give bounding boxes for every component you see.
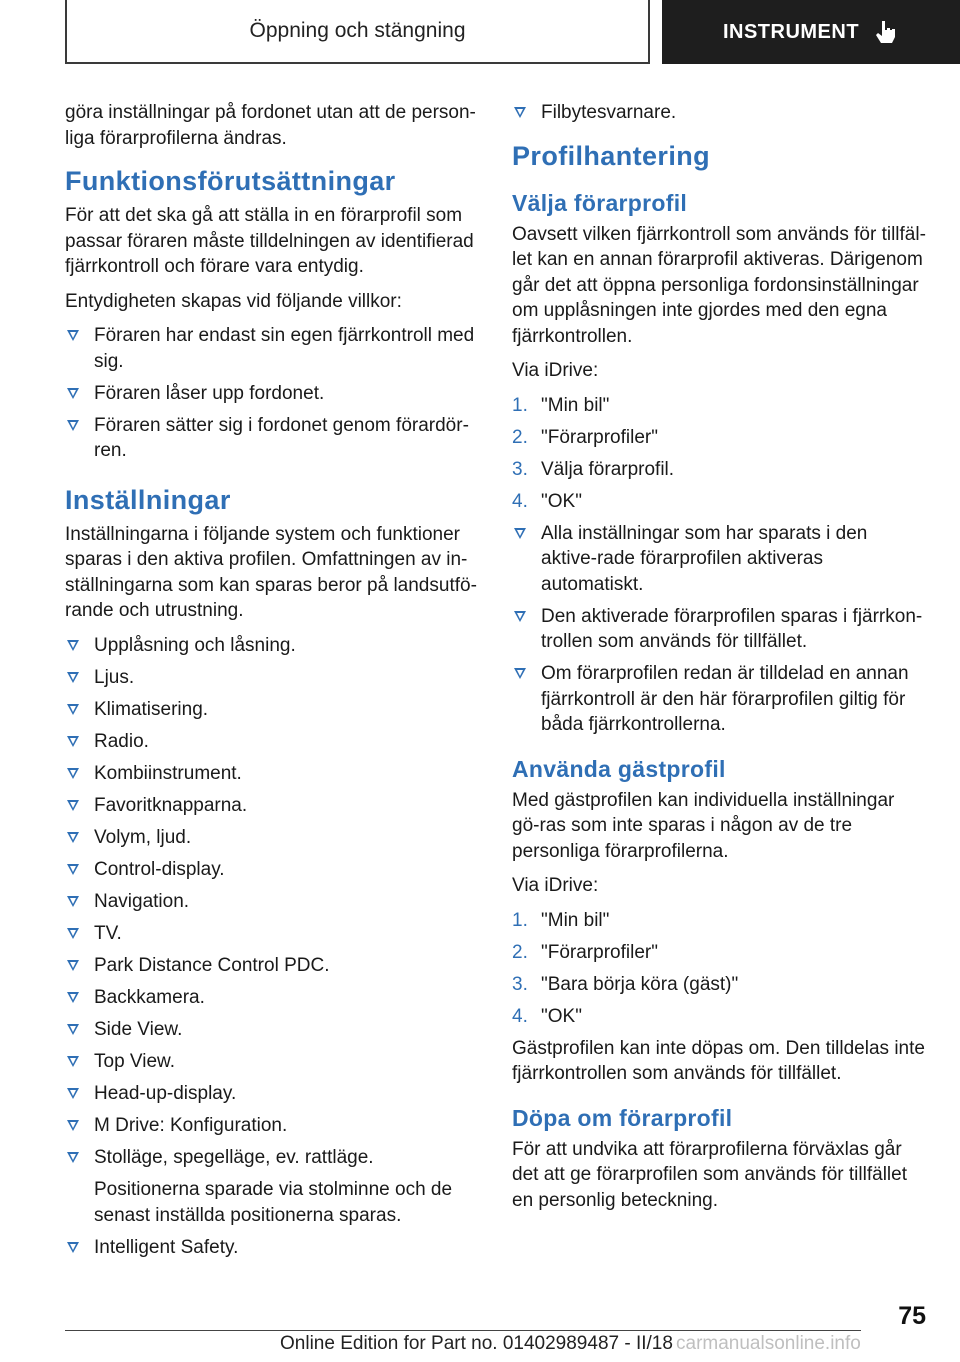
list-item: Stolläge, spegelläge, ev. rattläge. Positionerna sparade via stolminne och de senast inställda positionerna sparas. [65,1145,485,1229]
list-item: Kombiinstrument. [65,761,485,787]
list-item: Föraren har endast sin egen fjärrkontroll med sig. [65,323,485,374]
triangle-bullet-icon [514,107,526,118]
list-item: 2. "Förarprofiler" [512,426,658,448]
list-item: 2. "Förarprofiler" [512,941,658,963]
triangle-bullet-icon [67,736,79,747]
list-item: Klimatisering. [65,697,485,723]
right-column [512,100,926,1222]
triangle-bullet-icon [67,864,79,875]
continued-list [512,100,926,126]
heading-functional-requirements: Funktionsförutsättningar [65,166,396,196]
triangle-bullet-icon [67,1152,79,1163]
triangle-bullet-icon [67,672,79,683]
triangle-bullet-icon [67,1088,79,1099]
list-item: 4. "OK" [512,490,582,512]
heading-select-profile: Välja förarprofil [512,189,688,216]
chapter-tab-label: INSTRUMENT [722,20,860,43]
select-paragraph: Oavsett vilken fjärrkontroll som används för tillfäl-let kan en annan förarprofil aktiveras. Därigenom går det att öppna personliga fordonsinställningar om upplåsningen inte gjordes med den egna fjärrkontrollen. [512,223,926,347]
list-item: TV. [65,921,485,947]
list-item: Control-display. [65,857,485,883]
func-paragraph-1: För att det ska gå att ställa in en förarprofil som passar föraren måste tilldelningen av identifierad fjärrkontroll och förare vara entydig. [65,205,474,277]
list-item: 4. "OK" [512,1005,582,1027]
triangle-bullet-icon [67,1242,79,1253]
triangle-bullet-icon [514,528,526,539]
settings-list [65,633,485,1261]
triangle-bullet-icon [67,960,79,971]
triangle-bullet-icon [67,420,79,431]
triangle-bullet-icon [67,640,79,651]
triangle-bullet-icon [67,1024,79,1035]
list-item: Radio. [65,729,485,755]
list-item: Föraren sätter sig i fordonet genom förardör-ren. [65,413,485,464]
select-steps-list [512,393,926,515]
list-item: Top View. [65,1049,485,1075]
heading-rename-profile: Döpa om förarprofil [512,1104,733,1131]
guest-steps-list [512,908,926,1030]
rename-paragraph: För att undvika att förarprofilerna förväxlas går det att ge förarprofilen som används för tillfället en personlig beteckning. [512,1138,907,1211]
list-item: Navigation. [65,889,485,915]
settings-paragraph: Inställningarna i följande system och funktioner sparas i den aktiva profilen. Omfattningen av in-ställningarna som kan sparas beror på landsutfö-rande och utrustning. [65,523,477,621]
list-item: Head-up-display. [65,1081,485,1107]
heading-guest-profile: Använda gästprofil [512,755,726,782]
via-idrive-label: Via iDrive: [512,875,599,896]
list-item: Den aktiverade förarprofilen sparas i fjärrkon-trollen som används för tillfället. [512,604,926,655]
list-item: Volym, ljud. [65,825,485,851]
list-item: 1. "Min bil" [512,909,610,931]
pointing-hand-icon [873,19,899,45]
triangle-bullet-icon [67,800,79,811]
select-notes-list [512,521,926,738]
footer-watermark: carmanualsonline.info [676,1333,861,1354]
triangle-bullet-icon [514,668,526,679]
guest-paragraph-2: Gästprofilen kan inte döpas om. Den tilldelas inte fjärrkontrollen som används för tillfället. [512,1037,925,1084]
list-item: 3. "Bara börja köra (gäst)" [512,973,739,995]
list-item: Side View. [65,1017,485,1043]
page-number: 75 [898,1302,926,1330]
list-item: 3. Välja förarprofil. [512,458,675,480]
intro-text: göra inställningar på fordonet utan att de person-liga förarprofilerna ändras. [65,102,476,149]
list-item: 1. "Min bil" [512,394,610,416]
triangle-bullet-icon [67,768,79,779]
guest-paragraph: Med gästprofilen kan individuella inställningar gö-ras som inte sparas i någon av de tre personliga förarprofilerna. [512,789,895,862]
section-tab-label: Öppning och stängning [249,19,466,42]
triangle-bullet-icon [67,1120,79,1131]
section-tab [65,0,650,64]
list-item: M Drive: Konfiguration. [65,1113,485,1139]
triangle-bullet-icon [67,330,79,341]
list-item: Om förarprofilen redan är tilldelad en annan fjärrkontroll är den här förarprofilen giltig för båda fjärrkontrollerna. [512,661,926,738]
triangle-bullet-icon [514,611,526,622]
list-item: Föraren låser upp fordonet. [65,381,485,407]
list-item: Ljus. [65,665,485,691]
list-item: Filbytesvarnare. [512,100,926,126]
triangle-bullet-icon [67,896,79,907]
list-item: Intelligent Safety. [65,1235,485,1261]
seat-memory-note: Positionerna sparade via stolminne och de senast inställda positionerna sparas. [94,1179,453,1226]
triangle-bullet-icon [67,832,79,843]
conditions-list [65,323,485,464]
triangle-bullet-icon [67,1056,79,1067]
list-item: Alla inställningar som har sparats i den aktive-rade förarprofilen aktiveras automatiskt. [512,521,926,598]
triangle-bullet-icon [67,704,79,715]
triangle-bullet-icon [67,928,79,939]
heading-settings: Inställningar [65,484,231,515]
list-item: Backkamera. [65,985,485,1011]
list-item: Upplåsning och låsning. [65,633,485,659]
heading-profile-management: Profilhantering [512,140,711,171]
list-item: Park Distance Control PDC. [65,953,485,979]
triangle-bullet-icon [67,388,79,399]
left-column [65,100,485,1267]
footer-divider [65,1330,861,1331]
chapter-tab [662,0,960,64]
func-paragraph-2: Entydigheten skapas vid följande villkor: [65,290,402,312]
list-item: Favoritknapparna. [65,793,485,819]
footer-edition: Online Edition for Part no. 01402989487 - II/18 [280,1333,673,1354]
via-idrive-label: Via iDrive: [512,360,599,381]
triangle-bullet-icon [67,992,79,1003]
